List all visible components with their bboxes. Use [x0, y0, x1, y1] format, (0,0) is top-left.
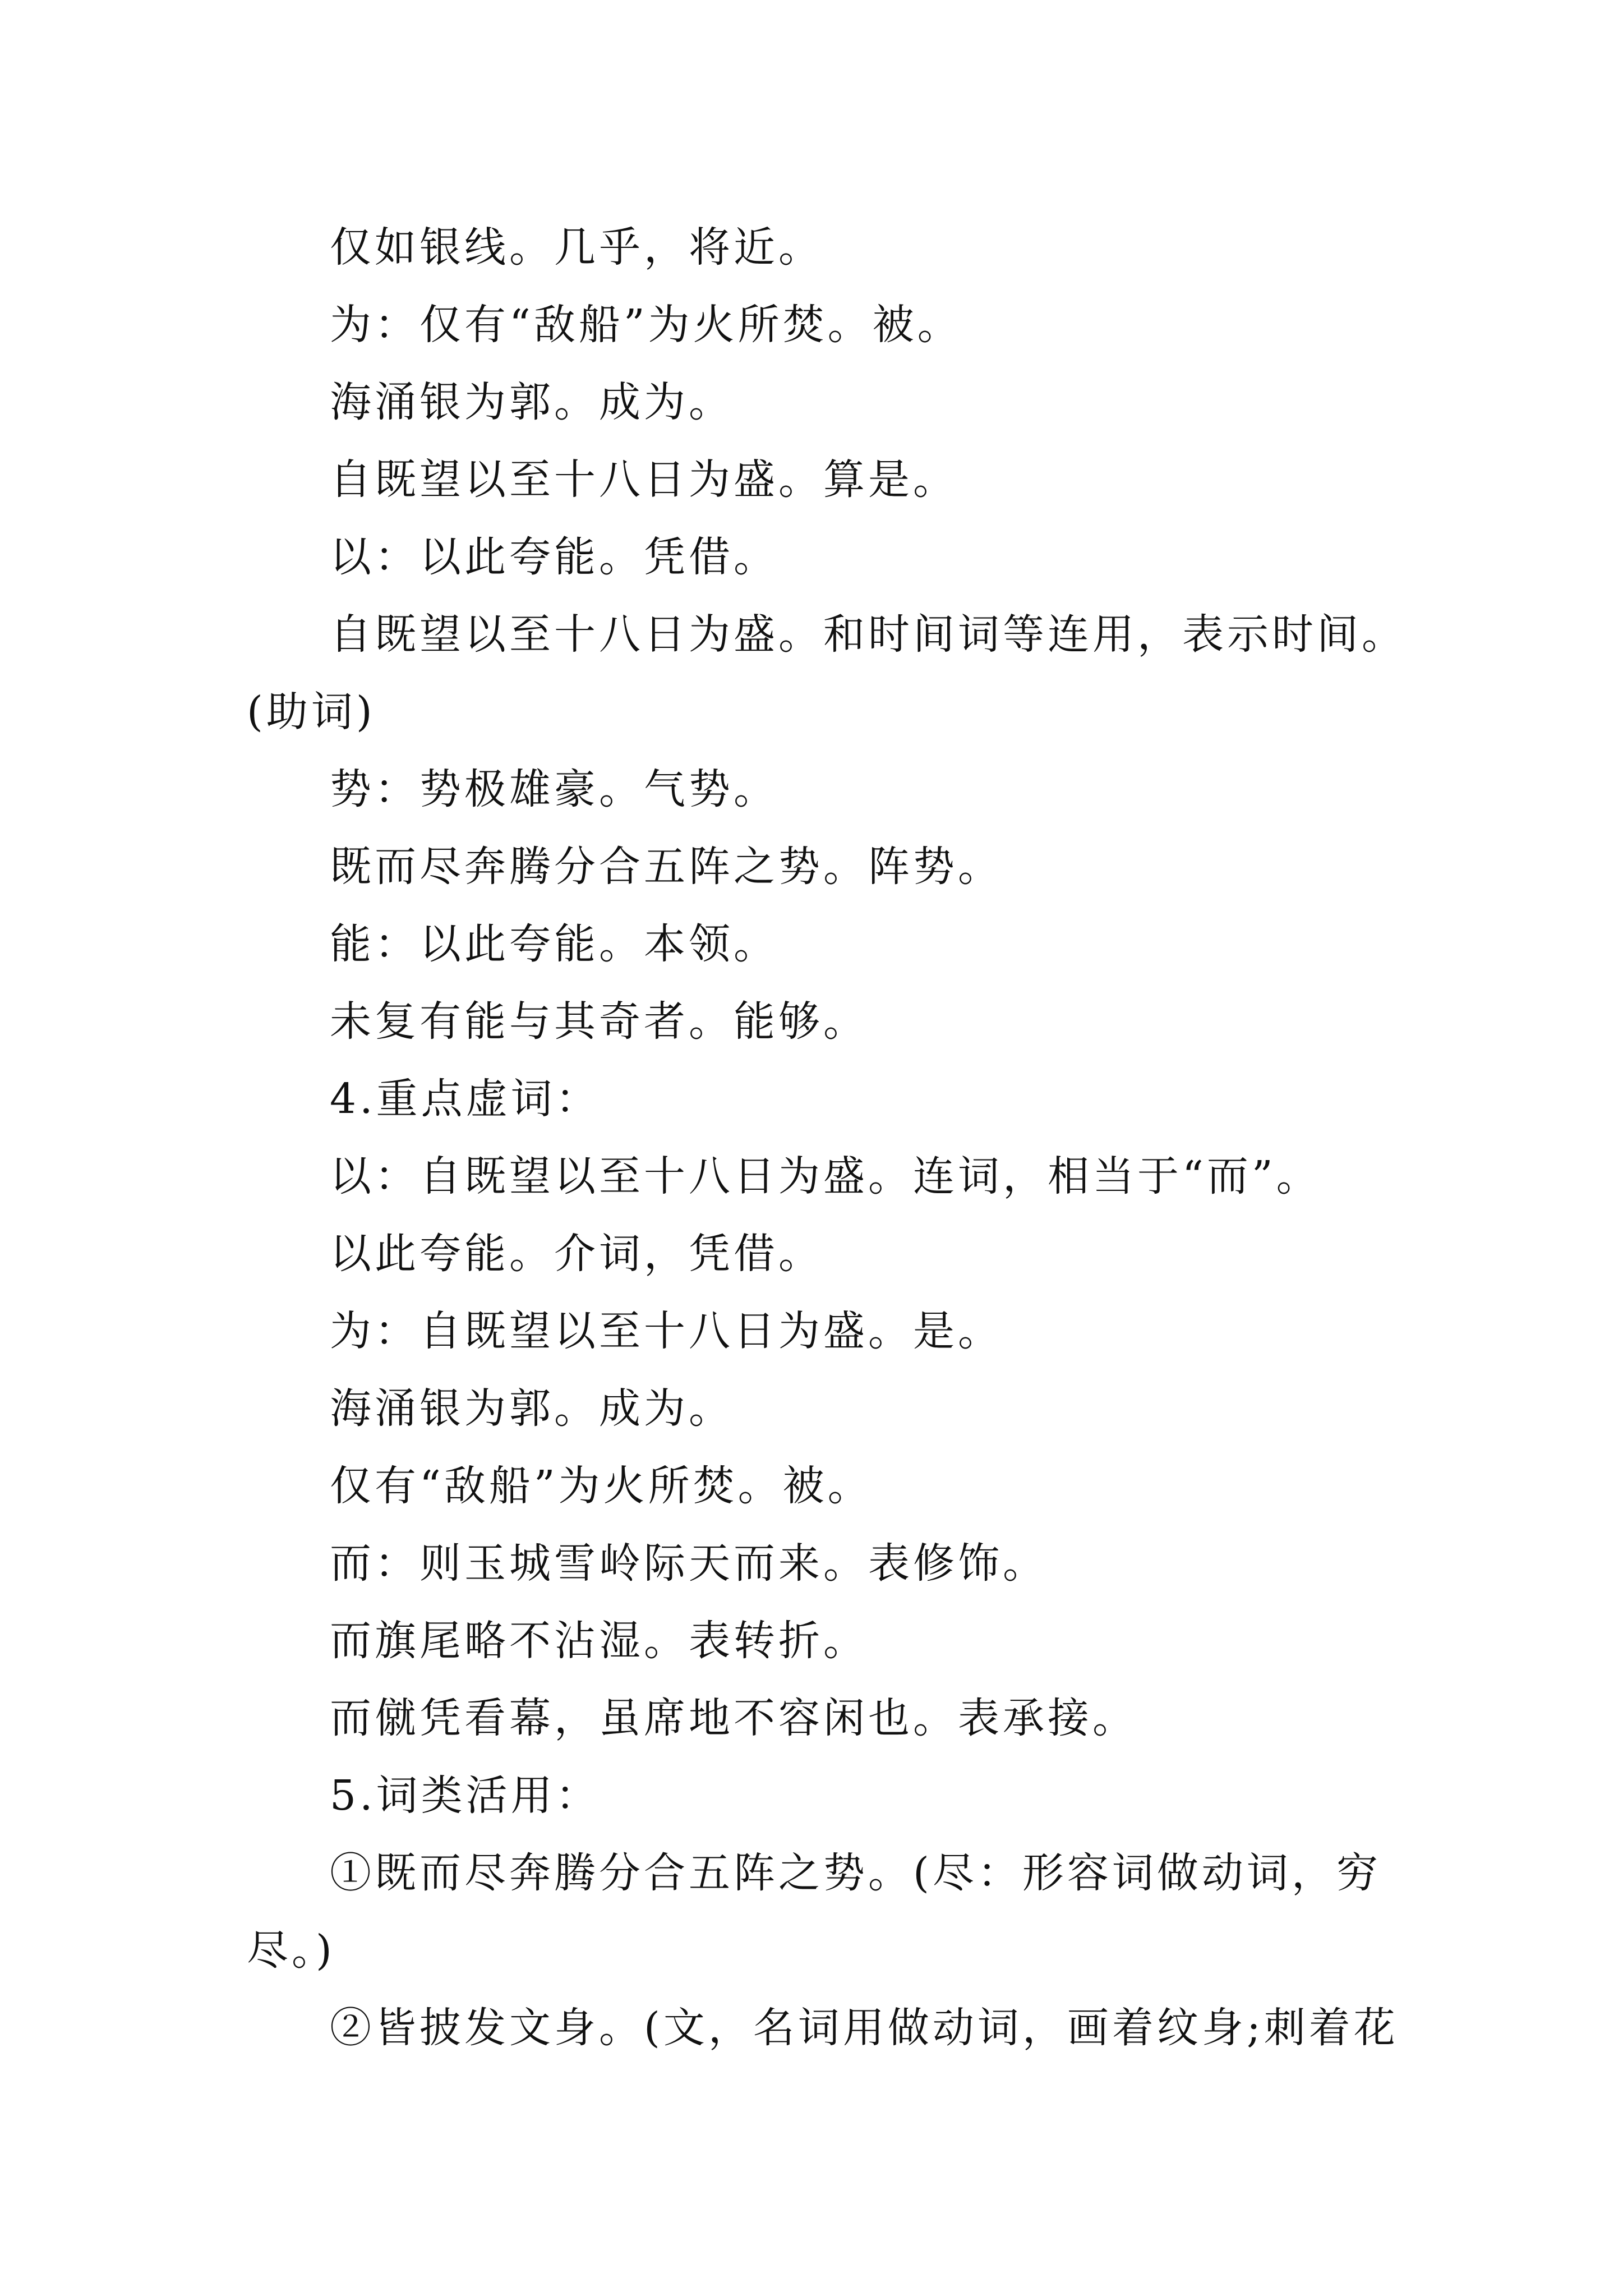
- text-line: 能：以此夸能。本领。: [330, 920, 778, 968]
- text-line-continuation: 尽。): [247, 1926, 335, 1975]
- document-body: [247, 209, 1407, 2067]
- text-line: 以此夸能。介词，凭借。: [330, 1230, 823, 1278]
- text-line: 自既望以至十八日为盛。和时间词等连用，表示时间。: [330, 610, 1407, 659]
- text-line: 海涌银为郭。成为。: [330, 378, 734, 426]
- text-line: ②皆披发文身。(文，名词用做动词，画着纹身;刺着花: [330, 2004, 1399, 2052]
- text-line: ①既而尽奔腾分合五阵之势。(尽：形容词做动词，穷: [330, 1849, 1381, 1897]
- text-line: 而僦凭看幕，虽席地不容闲也。表承接。: [330, 1694, 1137, 1742]
- text-line: 以：以此夸能。凭借。: [330, 533, 778, 581]
- text-line: 而：则玉城雪岭际天而来。表修饰。: [330, 1539, 1048, 1588]
- text-line: 为：自既望以至十八日为盛。是。: [330, 1307, 1003, 1355]
- text-line: 仅有“敌船”为火所焚。被。: [330, 1462, 873, 1510]
- text-line: 以：自既望以至十八日为盛。连词，相当于“而”。: [330, 1152, 1321, 1200]
- text-line: 而旗尾略不沾湿。表转折。: [330, 1617, 868, 1665]
- text-line: 仅如银线。几乎，将近。: [330, 223, 823, 272]
- text-line: 为：仅有“敌船”为火所焚。被。: [330, 301, 962, 349]
- section-heading-word-class: 5.词类活用：: [330, 1772, 601, 1820]
- text-line: 势：势极雄豪。气势。: [330, 765, 778, 813]
- text-line-continuation: (助词): [247, 688, 376, 736]
- text-line: 海涌银为郭。成为。: [330, 1384, 734, 1433]
- text-line: 未复有能与其奇者。能够。: [330, 997, 868, 1046]
- text-line: 自既望以至十八日为盛。算是。: [330, 455, 958, 504]
- section-heading-function-words: 4.重点虚词：: [330, 1075, 601, 1123]
- text-line: 既而尽奔腾分合五阵之势。阵势。: [330, 843, 1003, 891]
